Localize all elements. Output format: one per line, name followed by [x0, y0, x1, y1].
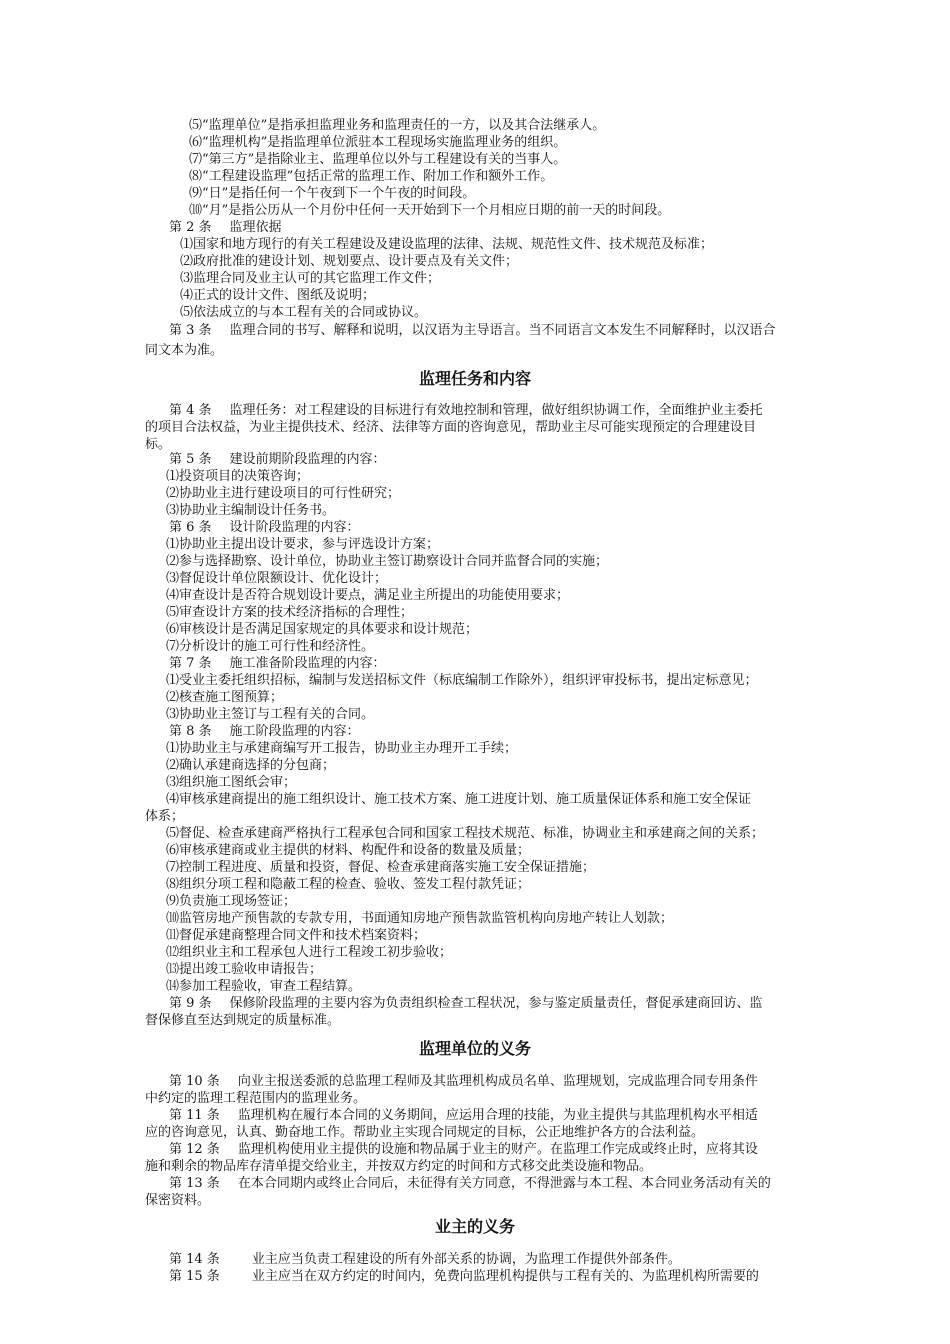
list-item: ⑻组织分项工程和隐蔽工程的检查、验收、签发工程付款凭证；: [166, 877, 531, 892]
article-8-heading: [169, 723, 360, 740]
article-number: 第 14 条: [169, 1252, 220, 1267]
article-title: 施工阶段监理的内容：: [229, 724, 360, 739]
article-title: 设计阶段监理的内容：: [229, 520, 360, 535]
article-number: 第 12 条: [169, 1142, 220, 1157]
article-number: 第 7 条: [169, 656, 212, 671]
article-number: 第 8 条: [169, 724, 212, 739]
list-item: ⑹审核承建商或业主提供的材料、构配件和设备的数量及质量；: [166, 843, 531, 858]
list-item: ⑺控制工程进度、质量和投资，督促、检查承建商落实施工安全保证措施；: [166, 860, 596, 875]
article-4-line3: 标。: [145, 437, 172, 452]
list-item: ⑺分析设计的施工可行性和经济性。: [166, 639, 375, 654]
list-item: ⑷审核承建商提出的施工组织设计、施工技术方案、施工进度计划、施工质量保证体系和施工安全保证: [166, 792, 752, 807]
article-14-line1: 第 14 条 业主应当负责工程建设的所有外部关系的协调，为监理工作提供外部条件。: [169, 1252, 681, 1267]
article-13-line2: 保密资料。: [145, 1193, 211, 1208]
list-item: ⑴投资项目的决策咨询；: [166, 469, 310, 484]
list-item: ⑵政府批准的建设计划、规划要点、设计要点及有关文件；: [180, 254, 519, 269]
definition-9: ⑼“日”是指任何一个午夜到下一个午夜的时间段。: [189, 186, 476, 201]
article-title: 监理依据: [229, 220, 282, 235]
list-item: ⑴国家和地方现行的有关工程建设及建设监理的法律、法规、规范性文件、技术规范及标准；: [180, 237, 714, 252]
article-number: 第 10 条: [169, 1074, 220, 1089]
list-item: ⑿组织业主和工程承包人进行工程竣工初步验收；: [166, 945, 453, 960]
list-item: ⑾督促承建商整理合同文件和技术档案资料；: [166, 928, 427, 943]
article-4-line1: 第 4 条 监理任务：对工程建设的目标进行有效地控制和管理，做好组织协调工作，全面维护业主委托: [169, 403, 763, 418]
list-item: ⑷正式的设计文件、图纸及说明；: [180, 288, 376, 303]
article-number: 第 13 条: [169, 1176, 220, 1191]
article-11-line1: 第 11 条 监理机构在履行本合同的义务期间，应运用合理的技能，为业主提供与其监理机构水平相适: [169, 1108, 758, 1123]
list-item: ⑵参与选择勘察、设计单位，协助业主签订勘察设计合同并监督合同的实施；: [166, 554, 609, 569]
definition-7: ⑺“第三方”是指除业主、监理单位以外与工程建设有关的当事人。: [189, 152, 567, 167]
list-item: ⑽监管房地产预售款的专款专用，书面通知房地产预售款监管机构向房地产转让人划款；: [166, 911, 674, 926]
article-12-line2: 施和剩余的物品库存清单提交给业主，并按双方约定的时间和方式移交此类设施和物品。: [145, 1159, 653, 1174]
article-2-heading: [169, 219, 282, 236]
article-number: 第 6 条: [169, 520, 212, 535]
definition-10: ⑽“月”是指公历从一个月份中任何一天开始到下一个月相应日期的前一天的时间段。: [189, 203, 671, 218]
article-3-line2: 同文本为准。: [145, 343, 224, 358]
list-item: ⑶组织施工图纸会审；: [166, 775, 297, 790]
list-item: ⑸审查设计方案的技术经济指标的合理性；: [166, 605, 414, 620]
article-number: 第 15 条: [169, 1269, 220, 1284]
article-13-line1: 第 13 条 在本合同期内或终止合同后，未征得有关方同意，不得泄露与本工程、本合同业务活动有关的: [169, 1176, 771, 1191]
list-item: ⑸依法成立的与本工程有关的合同或协议。: [180, 305, 428, 320]
list-item: ⑶督促设计单位限额设计、优化设计；: [166, 571, 388, 586]
article-9-line2: 督保修直至达到规定的质量标准。: [145, 1013, 341, 1028]
article-6-heading: [169, 519, 360, 536]
definition-8: ⑻“工程建设监理”包括正常的监理工作、附加工作和额外工作。: [189, 169, 554, 184]
list-item: ⑶监理合同及业主认可的其它监理工作文件；: [180, 271, 441, 286]
list-item: ⑵协助业主进行建设项目的可行性研究；: [166, 486, 401, 501]
article-number: 第 3 条: [169, 323, 212, 338]
article-title: 建设前期阶段监理的内容：: [229, 452, 386, 467]
article-7-heading: [169, 655, 386, 672]
list-item: ⑼负责施工现场签证；: [166, 894, 297, 909]
article-9-line1: 第 9 条 保修阶段监理的主要内容为负责组织检查工程状况，参与鉴定质量责任，督促承建商回访、监: [169, 996, 763, 1011]
section-heading-supervisor-obligations: 监理单位的义务: [418, 1039, 531, 1058]
article-number: 第 2 条: [169, 220, 212, 235]
article-15-line1: 第 15 条 业主应当在双方约定的时间内，免费向监理机构提供与工程有关的、为监理机构所需要的: [169, 1269, 759, 1284]
article-5-heading: [169, 451, 386, 468]
article-12-line1: 第 12 条 监理机构使用业主提供的设施和物品属于业主的财产。在监理工作完成或终止时，应将其设: [169, 1142, 758, 1157]
list-item: ⑴协助业主与承建商编写开工报告，协助业主办理开工手续；: [166, 741, 518, 756]
article-number: 第 11 条: [169, 1108, 220, 1123]
list-item: ⑵确认承建商选择的分包商；: [166, 758, 336, 773]
article-10-line1: 第 10 条 向业主报送委派的总监理工程师及其监理机构成员名单、监理规划，完成监理合同专用条件: [169, 1074, 758, 1089]
article-11-line2: 应的咨询意见，认真、勤奋地工作。帮助业主实现合同规定的目标，公正地维护各方的合法利益。: [145, 1125, 705, 1140]
list-item: ⑵核查施工图预算；: [166, 690, 284, 705]
list-item: ⑶协助业主签订与工程有关的合同。: [166, 707, 375, 722]
article-3-line1: 第 3 条 监理合同的书写、解释和说明，以汉语为主导语言。当不同语言文本发生不同解释时，以汉语合: [169, 323, 776, 338]
list-item: ⑶协助业主编制设计任务书。: [166, 503, 336, 518]
list-item: ⑸督促、检查承建商严格执行工程承包合同和国家工程技术规范、标准，协调业主和承建商之间的关系；: [166, 826, 765, 841]
list-item: ⑴受业主委托组织招标，编制与发送招标文件（标底编制工作除外），组织评审投标书，提出定标意见；: [166, 673, 758, 688]
list-item: ⑹审核设计是否满足国家规定的具体要求和设计规范；: [166, 622, 479, 637]
list-item: ⒀提出竣工验收申请报告；: [166, 962, 323, 977]
section-heading-tasks: 监理任务和内容: [418, 369, 531, 388]
definition-6: ⑹“监理机构”是指监理单位派驻本工程现场实施监理业务的组织。: [189, 135, 567, 150]
definition-5: ⑸“监理单位”是指承担监理业务和监理责任的一方，以及其合法继承人。: [189, 118, 606, 133]
list-item-continuation: 体系；: [145, 809, 185, 824]
list-item: ⑷审查设计是否符合规划设计要点，满足业主所提出的功能使用要求；: [166, 588, 570, 603]
section-heading-owner-obligations: 业主的义务: [434, 1217, 515, 1236]
article-4-line2: 的项目合法权益，为业主提供技术、经济、法律等方面的咨询意见，帮助业主尽可能实现预定的合理建设目: [145, 420, 757, 435]
article-number: 第 4 条: [169, 403, 212, 418]
article-10-line2: 中约定的监理工程范围内的监理业务。: [145, 1091, 367, 1106]
list-item: ⒁参加工程验收，审查工程结算。: [166, 979, 362, 994]
article-title: 施工准备阶段监理的内容：: [229, 656, 386, 671]
list-item: ⑴协助业主提出设计要求，参与评选设计方案；: [166, 537, 440, 552]
article-number: 第 5 条: [169, 452, 212, 467]
article-number: 第 9 条: [169, 996, 212, 1011]
